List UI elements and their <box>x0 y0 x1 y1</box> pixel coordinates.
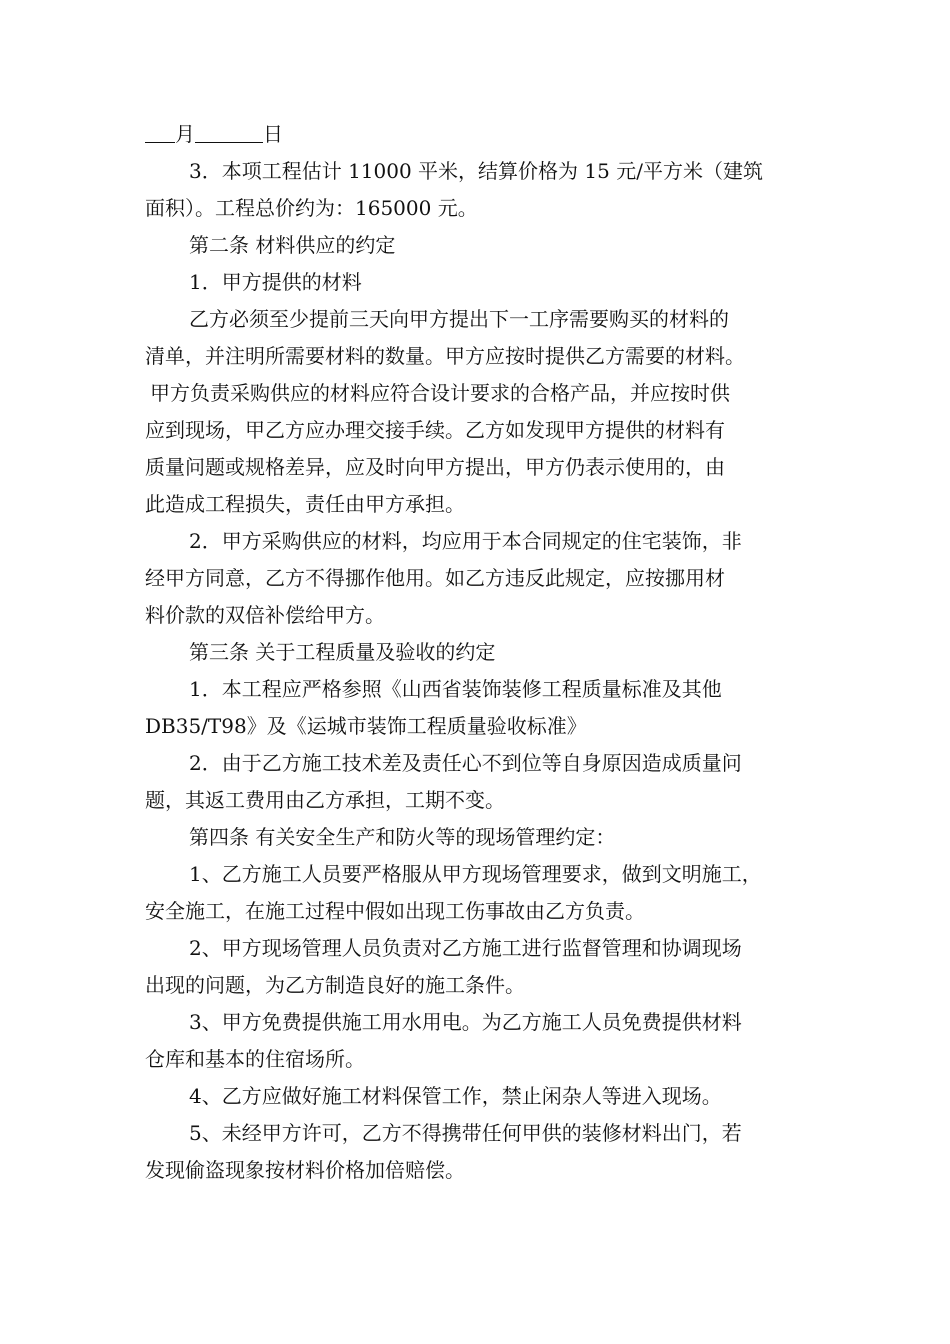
paragraph-line: 1．本工程应严格参照《山西省装饰装修工程质量标准及其他 <box>189 677 722 701</box>
paragraph-line: 2．甲方采购供应的材料，均应用于本合同规定的住宅装饰，非 <box>189 529 742 553</box>
paragraph-line: 甲方负责采购供应的材料应符合设计要求的合格产品，并应按时供 <box>150 381 730 405</box>
paragraph-line: 发现偷盗现象按材料价格加倍赔偿。 <box>145 1158 465 1182</box>
section-heading: 第二条 材料供应的约定 <box>189 233 396 257</box>
paragraph-line: 应到现场，甲乙方应办理交接手续。乙方如发现甲方提供的材料有 <box>145 418 725 442</box>
paragraph-line: 4、乙方应做好施工材料保管工作，禁止闲杂人等进入现场。 <box>189 1084 722 1108</box>
contract-body <box>145 116 810 1189</box>
section-heading: 第三条 关于工程质量及验收的约定 <box>189 640 496 664</box>
paragraph-line: 仓库和基本的住宿场所。 <box>145 1047 365 1071</box>
section-heading: 第四条 有关安全生产和防火等的现场管理约定： <box>189 825 616 849</box>
paragraph-line: DB35/T98》及《运城市装饰工程质量验收标准》 <box>145 714 587 738</box>
paragraph-line: 清单，并注明所需要材料的数量。甲方应按时提供乙方需要的材料。 <box>145 344 745 368</box>
paragraph-line: 料价款的双倍补偿给甲方。 <box>145 603 385 627</box>
paragraph-line: 质量问题或规格差异，应及时向甲方提出，甲方仍表示使用的，由 <box>145 455 725 479</box>
paragraph-line: 2、甲方现场管理人员负责对乙方施工进行监督管理和协调现场 <box>189 936 742 960</box>
paragraph-line: 乙方必须至少提前三天向甲方提出下一工序需要购买的材料的 <box>189 307 729 331</box>
day-blank <box>195 120 263 143</box>
paragraph-line: 1、乙方施工人员要严格服从甲方现场管理要求，做到文明施工， <box>189 862 762 886</box>
paragraph-line: 此造成工程损失，责任由甲方承担。 <box>145 492 465 516</box>
subsection-heading: 1．甲方提供的材料 <box>189 270 362 294</box>
paragraph-line: 面积）。工程总价约为：165000 元。 <box>145 196 478 220</box>
paragraph-line: 题，其返工费用由乙方承担，工期不变。 <box>145 788 505 812</box>
month-blank <box>145 120 175 143</box>
paragraph-line: 安全施工，在施工过程中假如出现工伤事故由乙方负责。 <box>145 899 645 923</box>
paragraph-line: 2．由于乙方施工技术差及责任心不到位等自身原因造成质量问 <box>189 751 742 775</box>
month-label: 月 <box>175 122 195 146</box>
day-label: 日 <box>263 122 283 146</box>
paragraph-line: 3、甲方免费提供施工用水用电。为乙方施工人员免费提供材料 <box>189 1010 742 1034</box>
paragraph-line: 3．本项工程估计 11000 平米，结算价格为 15 元/平方米（建筑 <box>189 159 763 183</box>
paragraph-line: 出现的问题，为乙方制造良好的施工条件。 <box>145 973 525 997</box>
date-line <box>145 116 810 153</box>
paragraph-line: 经甲方同意，乙方不得挪作他用。如乙方违反此规定，应按挪用材 <box>145 566 725 590</box>
paragraph-line: 5、未经甲方许可，乙方不得携带任何甲供的装修材料出门，若 <box>189 1121 742 1145</box>
